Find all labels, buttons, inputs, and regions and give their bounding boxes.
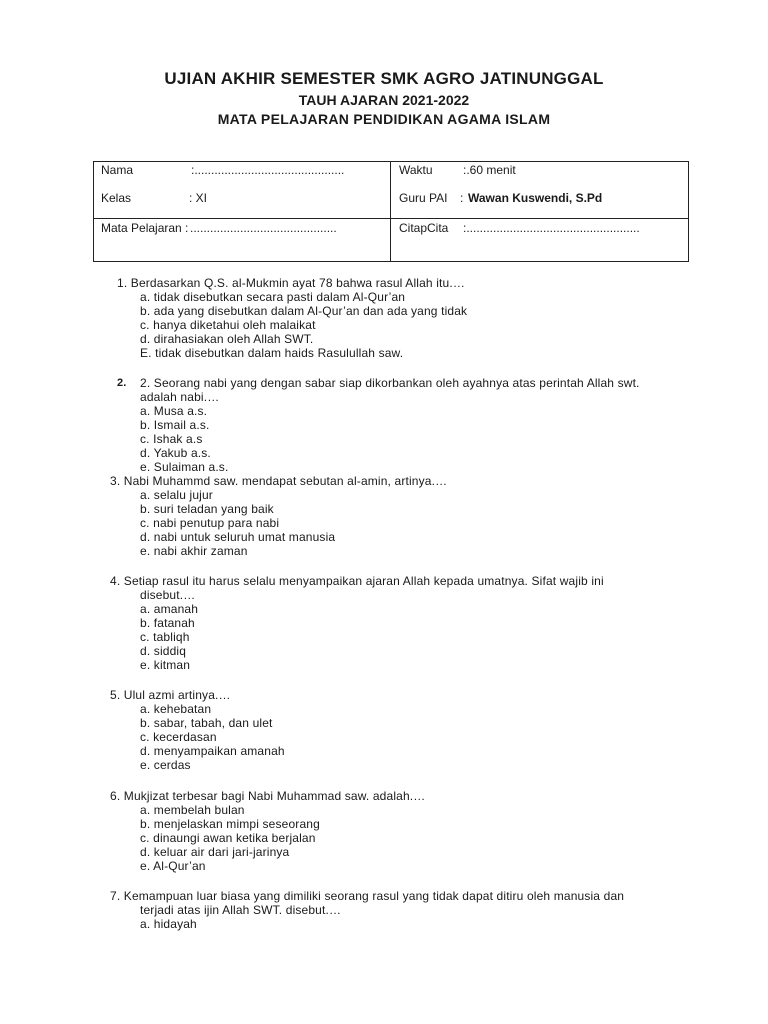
option-d: d. keluar air dari jari-jarinya: [140, 845, 290, 859]
question-text: 1. Berdasarkan Q.S. al-Mukmin ayat 78 bahwa rasul Allah itu.…: [117, 276, 465, 290]
option-d: d. Yakub a.s.: [140, 446, 211, 460]
option-a: a. Musa a.s.: [140, 404, 208, 418]
question-text: 6. Mukjizat terbesar bagi Nabi Muhammad saw. adalah.…: [110, 789, 426, 803]
option-e: e. nabi akhir zaman: [140, 544, 248, 558]
option-d: d. siddiq: [140, 644, 187, 658]
option-b: b. ada yang disebutkan dalam Al-Qur’an dan ada yang tidak: [140, 304, 468, 318]
option-c: c. hanya diketahui oleh malaikat: [140, 318, 316, 332]
exam-title: UJIAN AKHIR SEMESTER SMK AGRO JATINUNGGAL: [164, 69, 604, 88]
option-b: b. Ismail a.s.: [140, 418, 210, 432]
nama-field[interactable]: :.............................................: [191, 163, 345, 177]
subject-title: MATA PELAJARAN PENDIDIKAN AGAMA ISLAM: [217, 111, 551, 127]
option-c: c. Ishak a.s: [140, 432, 203, 446]
option-d: d. dirahasiakan oleh Allah SWT.: [140, 332, 314, 346]
question-text: 3. Nabi Muhammd saw. mendapat sebutan al-amin, artinya.…: [110, 474, 448, 488]
question-text-cont: disebut.…: [140, 588, 196, 602]
option-d: d. menyampaikan amanah: [140, 744, 285, 758]
option-e: e. cerdas: [140, 758, 191, 772]
option-a: a. kehebatan: [140, 702, 212, 716]
option-e: E. tidak disebutkan dalam haids Rasulullah saw.: [140, 346, 404, 360]
table-divider-vertical: [390, 162, 391, 261]
question-number: 2.: [117, 377, 127, 389]
academic-year: TAUH AJARAN 2021-2022: [298, 92, 470, 108]
waktu-value: :.60 menit: [463, 163, 516, 177]
option-d: d. nabi untuk seluruh umat manusia: [140, 530, 336, 544]
cita-field[interactable]: :....................................................: [463, 221, 640, 235]
option-a: a. membelah bulan: [140, 803, 245, 817]
guru-colon: :: [460, 191, 464, 205]
option-c: c. dinaungi awan ketika berjalan: [140, 831, 316, 845]
option-b: b. sabar, tabah, dan ulet: [140, 716, 273, 730]
question-text: 7. Kemampuan luar biasa yang dimiliki seorang rasul yang tidak dapat ditiru oleh manusia dan: [110, 889, 625, 903]
kelas-label: Kelas: [101, 191, 132, 205]
question-text-cont: terjadi atas ijin Allah SWT. disebut.…: [140, 903, 342, 917]
option-b: b. suri teladan yang baik: [140, 502, 274, 516]
option-c: c. nabi penutup para nabi: [140, 516, 280, 530]
question-text: 2. Seorang nabi yang dengan sabar siap dikorbankan oleh ayahnya atas perintah Allah swt.: [140, 376, 640, 390]
option-e: e. kitman: [140, 658, 191, 672]
option-c: c. kecerdasan: [140, 730, 217, 744]
question-text-cont: adalah nabi.…: [140, 390, 220, 404]
option-e: e. Al-Qur’an: [140, 859, 206, 873]
option-a: a. amanah: [140, 602, 199, 616]
option-a: a. hidayah: [140, 917, 197, 931]
mapel-field[interactable]: ............................................: [190, 221, 337, 235]
table-divider-horizontal: [94, 218, 688, 219]
option-b: b. menjelaskan mimpi seseorang: [140, 817, 320, 831]
question-text: 4. Setiap rasul itu harus selalu menyampaikan ajaran Allah kepada umatnya. Sifat wajib ini: [110, 574, 604, 588]
question-text: 5. Ulul azmi artinya.…: [110, 688, 231, 702]
option-a: a. selalu jujur: [140, 488, 213, 502]
identity-table: [93, 161, 689, 262]
mapel-label: Mata Pelajaran :: [101, 221, 189, 235]
kelas-value: : XI: [189, 191, 208, 205]
guru-label: Guru PAI: [399, 191, 448, 205]
nama-label: Nama: [101, 163, 134, 177]
option-a: a. tidak disebutkan secara pasti dalam Al-Qur’an: [140, 290, 406, 304]
cita-label: CitapCita: [399, 221, 449, 235]
option-c: c. tabliqh: [140, 630, 190, 644]
guru-value: Wawan Kuswendi, S.Pd: [468, 191, 603, 205]
waktu-label: Waktu: [399, 163, 433, 177]
option-b: b. fatanah: [140, 616, 195, 630]
option-e: e. Sulaiman a.s.: [140, 460, 229, 474]
